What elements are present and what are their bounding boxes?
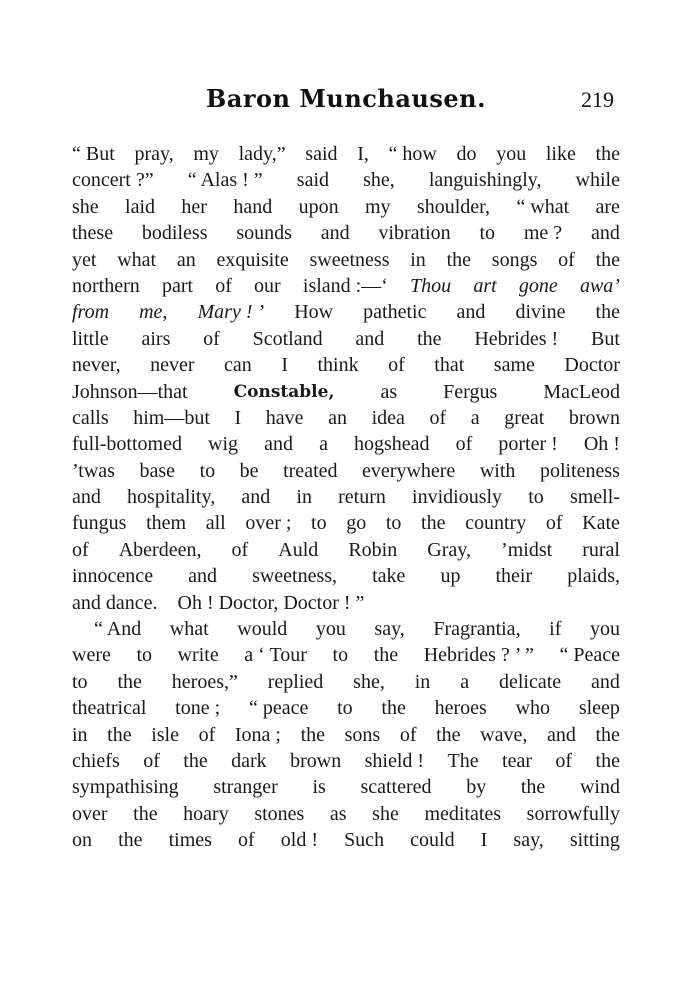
word: you [315,618,346,641]
word: “ Peace [559,644,620,667]
word: say, [513,829,544,852]
word: fungus [72,512,127,535]
word: pathetic [363,301,427,324]
word: The [447,749,479,772]
word: smell- [569,486,620,509]
word: write [177,644,219,667]
word: Auld [278,538,319,561]
word: heroes [434,697,487,720]
word: all [205,512,226,535]
word: the [417,327,442,350]
word: of [215,274,232,297]
word: who [515,697,551,720]
text-line [72,827,620,853]
text-line [72,379,620,405]
word: ’twas [72,459,115,482]
running-title: Baron Munchausen. [206,84,486,113]
word: great [504,406,545,429]
word: think [317,354,359,377]
word: and [72,486,101,509]
word: languishingly, [428,169,542,192]
word: country [465,512,527,535]
word: of [72,538,89,561]
word: the [436,723,461,746]
text-line [72,642,620,668]
word: never, [72,354,121,377]
word: said [296,169,329,192]
word: delicate [498,670,562,693]
word: sounds [236,222,292,245]
text-line [72,774,620,800]
word: sleep [578,697,620,720]
word: airs [141,327,171,350]
word: she [72,195,99,218]
word: divine [515,301,566,324]
word: invidiously [412,486,503,509]
word: our [254,274,281,297]
word: the [595,248,620,271]
word: what [117,248,157,271]
text-line [72,458,620,484]
word: Such [344,829,385,852]
word: Robin [348,538,398,561]
word: plaids, [567,565,620,588]
word: a [460,670,470,693]
word: from [72,301,110,324]
word: go [346,512,367,535]
text-line [72,431,620,457]
word: gone [518,274,558,297]
word: of [455,433,473,456]
word: yet [72,248,97,271]
word: stranger [213,776,278,799]
word: of [198,723,216,746]
text-line [72,352,620,378]
word: “ Alas ! ” [187,169,263,192]
word: Kate [582,512,620,535]
word: I [480,829,488,852]
word: as [380,380,398,403]
word: northern [72,274,140,297]
word: the [118,829,143,852]
word: concert ?” [72,169,154,192]
word: like [545,143,576,165]
text-line [72,669,620,695]
word: while [575,169,620,192]
word: to [72,670,88,693]
word: if [549,618,562,641]
word: as [329,802,347,825]
word: Thou [410,274,452,297]
word: she [372,802,399,825]
word: Oh ! [583,433,620,456]
word: the [183,749,208,772]
word: you [589,618,620,641]
word: “ peace [248,697,309,720]
word: in [296,486,312,509]
word: in [410,248,426,271]
text-line [72,405,620,431]
word: hand [233,195,273,218]
text-line [72,141,620,167]
word: of [238,829,255,852]
text-line [72,220,620,246]
word: were [72,644,111,667]
word: Hebrides ? ’ ” [423,644,534,667]
word: she, [353,670,385,693]
word: of [555,749,573,772]
word: of [399,723,417,746]
word: awa’ [579,274,620,297]
word: take [372,565,406,588]
word: have [265,406,304,429]
word: the [595,301,620,324]
word: and [188,565,218,588]
word: the [107,723,132,746]
word: same [493,354,535,377]
body-text [72,141,620,854]
word: hogshead [354,433,430,456]
word: stones [254,802,305,825]
word: the [381,697,406,720]
word: to [479,222,496,245]
word: meditates [424,802,502,825]
word: vibration [378,222,451,245]
word: over [72,802,108,825]
word: I [234,406,242,429]
word: of [545,512,563,535]
word: the [300,723,326,746]
word: a [319,433,328,456]
word: by [466,776,487,799]
word: Scotland [252,327,323,350]
text-line [72,326,620,352]
word: brown [290,749,342,772]
word: pray, [134,143,174,165]
word: bodiless [141,222,208,245]
word: can [224,354,252,377]
word: hospitality, [127,486,216,509]
word: times [168,829,212,852]
text-line [72,563,620,589]
word: a ‘ Tour [244,644,307,667]
word: a [470,406,480,429]
text-line [72,167,620,193]
word: wave, [480,723,528,746]
word: are [595,195,620,218]
word: “ But [72,143,115,165]
text-line [72,801,620,827]
word: I, [357,143,369,165]
word: never [150,354,195,377]
text-line [72,247,620,273]
word: sweetness [309,248,390,271]
word: the [595,143,620,165]
word: I [281,354,288,377]
word: Aberdeen, [118,538,202,561]
text-line [72,537,620,563]
word: up [440,565,461,588]
word: shoulder, [416,195,490,218]
word: sympathising [72,776,179,799]
word: and [264,433,293,456]
word: Iona ; [234,723,281,746]
word: island :—‘ [302,274,388,297]
word: be [239,459,259,482]
word: But [591,327,620,350]
word: tear [502,749,532,772]
word: to [136,644,153,667]
word: and [355,327,385,350]
word: lady,” [238,143,286,165]
word: these [72,222,114,245]
word: little [72,327,109,350]
text-line [72,748,620,774]
word: and [456,301,486,324]
word: exquisite [216,248,289,271]
word: “ what [516,195,570,218]
word: full-bottomed [72,433,182,456]
word: of [388,354,405,377]
word: an [176,248,196,271]
word: to [385,512,402,535]
page-number: 219 [581,87,614,112]
word: upon [298,195,339,218]
word: the [117,670,142,693]
word: laid [125,195,156,218]
word: and [546,723,576,746]
word: her [181,195,207,218]
word: me ? [523,222,563,245]
word: tone ; [175,697,221,720]
word: “ how [388,143,437,165]
word: rural [582,538,620,561]
word: calls [72,406,109,429]
text-line [72,695,620,721]
text-line [72,510,620,536]
word: the [520,776,546,799]
word: theatrical [72,697,147,720]
word: isle [151,723,179,746]
word: brown [568,406,620,429]
word: what [169,618,209,641]
word: to [528,486,544,509]
word: of [429,406,447,429]
word: to [199,459,216,482]
word: with [479,459,516,482]
word: is [312,776,326,799]
word: say, [374,618,405,641]
word: everywhere [362,459,456,482]
word: and dance. Oh ! Doctor, Doctor ! ” [72,591,365,614]
word: wind [579,776,620,799]
word: Fragrantia, [433,618,521,641]
word: that [434,354,465,377]
word: Hebrides ! [474,327,559,350]
text-line [72,616,620,642]
word: sweetness, [252,565,338,588]
word: chiefs [72,749,120,772]
word: Fergus [443,380,498,403]
word: Constable, [233,381,335,402]
word: porter ! [498,433,558,456]
word: to [332,644,349,667]
word: to [337,697,353,720]
word: an [328,406,348,429]
text-line [72,299,620,325]
word: my [193,143,219,165]
word: could [410,829,455,852]
word: shield ! [364,749,425,772]
word: of [203,327,220,350]
word: dark [231,749,267,772]
word: part [161,274,194,297]
word: wig [208,433,239,456]
word: the [446,248,472,271]
word: ’midst [501,538,553,561]
word: the [595,749,620,772]
text-line [72,194,620,220]
word: their [495,565,533,588]
word: my [364,195,391,218]
word: Gray, [427,538,471,561]
word: she, [363,169,395,192]
word: over ; [245,512,292,535]
word: in [72,723,88,746]
word: songs [491,248,538,271]
word: treated [283,459,338,482]
word: sitting [569,829,620,852]
running-head [72,84,620,124]
word: would [237,618,288,641]
word: sorrowfully [526,802,620,825]
text-line [72,273,620,299]
word: of [558,248,575,271]
word: and [320,222,350,245]
word: on [72,829,92,852]
word: me, [139,301,168,324]
word: Johnson—that [72,380,188,403]
word: innocence [72,565,154,588]
word: said [305,143,338,165]
word: old ! [280,829,318,852]
word: How [294,301,334,324]
word: “ And [94,618,142,641]
word: them [146,512,187,535]
word: idea [371,406,405,429]
word: of [231,538,249,561]
word: scattered [360,776,432,799]
word: MacLeod [543,380,620,403]
word: him—but [133,406,210,429]
word: the [595,723,620,746]
word: sons [344,723,381,746]
text-line [72,590,620,616]
text-line [72,722,620,748]
word: and [591,222,620,245]
word: the [421,512,446,535]
word: in [414,670,431,693]
word: hoary [183,802,229,825]
word: art [473,274,497,297]
word: the [133,802,158,825]
word: and [241,486,271,509]
word: you [496,143,527,165]
text-line [72,484,620,510]
word: the [373,644,399,667]
word: do [456,143,477,165]
word: Doctor [564,354,620,377]
word: and [591,670,620,693]
word: heroes,” [171,670,238,693]
word: base [139,459,176,482]
word: Mary ! ’ [197,301,265,324]
word: of [143,749,160,772]
word: return [338,486,386,509]
word: politeness [539,459,620,482]
word: to [311,512,327,535]
word: replied [267,670,324,693]
